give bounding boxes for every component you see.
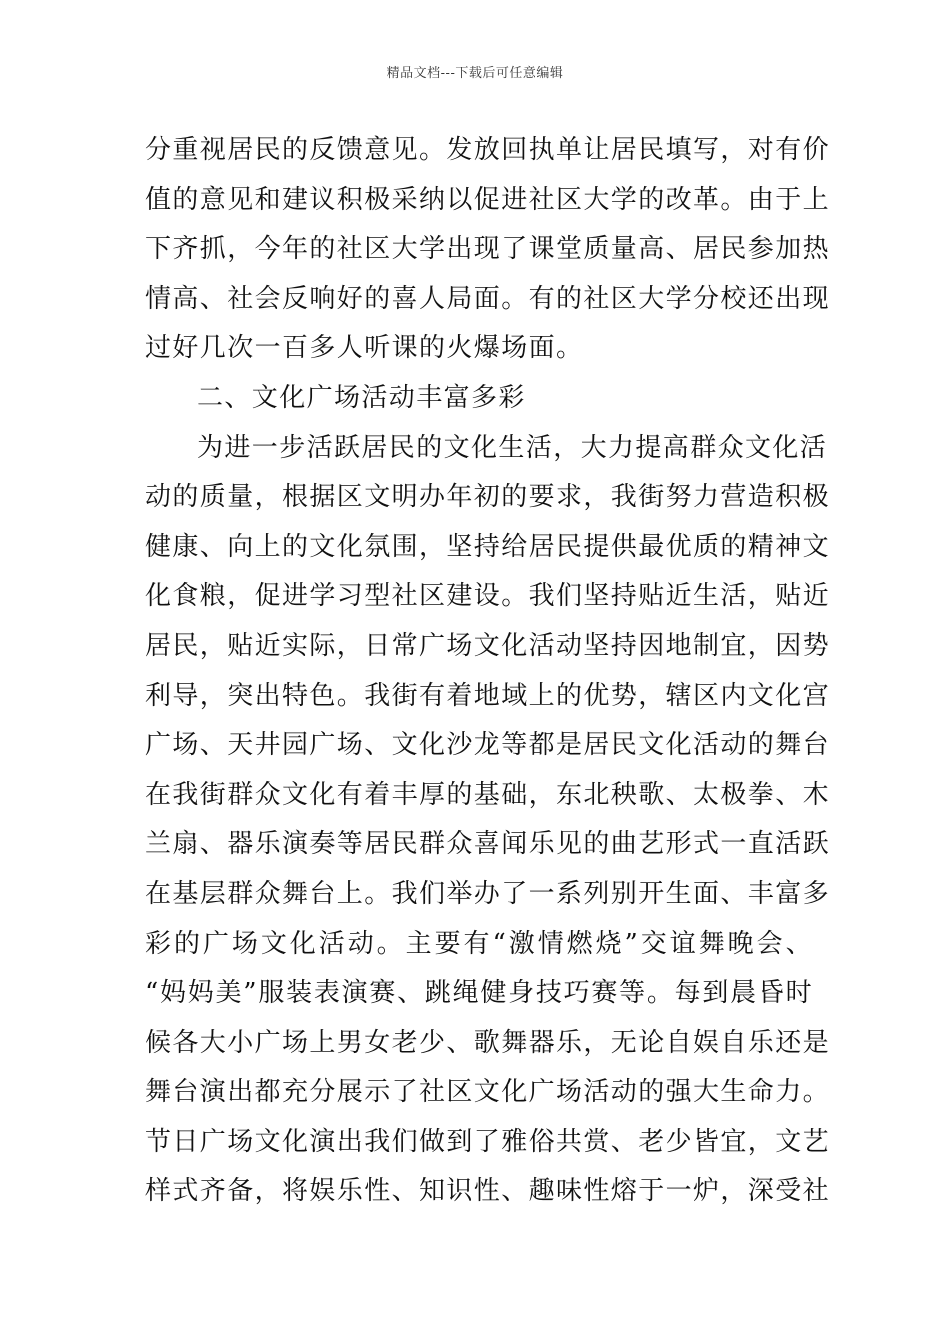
- text-line: 下齐抓，今年的社区大学出现了课堂质量高、居民参加热: [145, 234, 831, 265]
- text-line: 节日广场文化演出我们做到了雅俗共赏、老少皆宜，文艺: [145, 1126, 831, 1157]
- text-line: 样式齐备，将娱乐性、知识性、趣味性熔于一炉，深受社: [145, 1176, 831, 1207]
- text-line: 化食粮，促进学习型社区建设。我们坚持贴近生活，贴近: [145, 581, 831, 612]
- text-line: 动的质量，根据区文明办年初的要求，我街努力营造积极: [145, 482, 831, 513]
- text-line: 舞台演出都充分展示了社区文化广场活动的强大生命力。: [145, 1077, 831, 1108]
- text-line: 广场、天井园广场、文化沙龙等都是居民文化活动的舞台: [145, 730, 831, 761]
- text-line: 居民，贴近实际，日常广场文化活动坚持因地制宜，因势: [145, 630, 831, 661]
- text-line: 兰扇、器乐演奏等居民群众喜闻乐见的曲艺形式一直活跃: [145, 829, 831, 860]
- text-line: 分重视居民的反馈意见。发放回执单让居民填写，对有价: [145, 135, 831, 165]
- text-line: 为进一步活跃居民的文化生活，大力提高群众文化活: [197, 432, 828, 463]
- text-line: 情高、社会反响好的喜人局面。有的社区大学分校还出现: [145, 283, 831, 314]
- text-line: 过好几次一百多人听课的火爆场面。: [145, 333, 584, 364]
- text-line: “妈妈美”服装表演赛、跳绳健身技巧赛等。每到晨昏时: [145, 978, 813, 1009]
- text-line: 候各大小广场上男女老少、歌舞器乐，无论自娱自乐还是: [145, 1027, 831, 1058]
- text-line: 健康、向上的文化氛围，坚持给居民提供最优质的精神文: [145, 531, 831, 562]
- document-body: [145, 126, 831, 1217]
- text-line: 在我街群众文化有着丰厚的基础，东北秧歌、太极拳、木: [145, 779, 831, 810]
- page-header: 精品文档---下载后可任意编辑: [386, 66, 564, 81]
- section-heading: 二、文化广场活动丰富多彩: [197, 382, 526, 413]
- text-line: 值的意见和建议积极采纳以促进社区大学的改革。由于上: [145, 184, 831, 215]
- text-line: 在基层群众舞台上。我们举办了一系列别开生面、丰富多: [145, 878, 831, 909]
- text-line: 利导，突出特色。我街有着地域上的优势，辖区内文化宫: [145, 680, 831, 711]
- text-line: 彩的广场文化活动。主要有“激情燃烧”交谊舞晚会、: [145, 928, 813, 959]
